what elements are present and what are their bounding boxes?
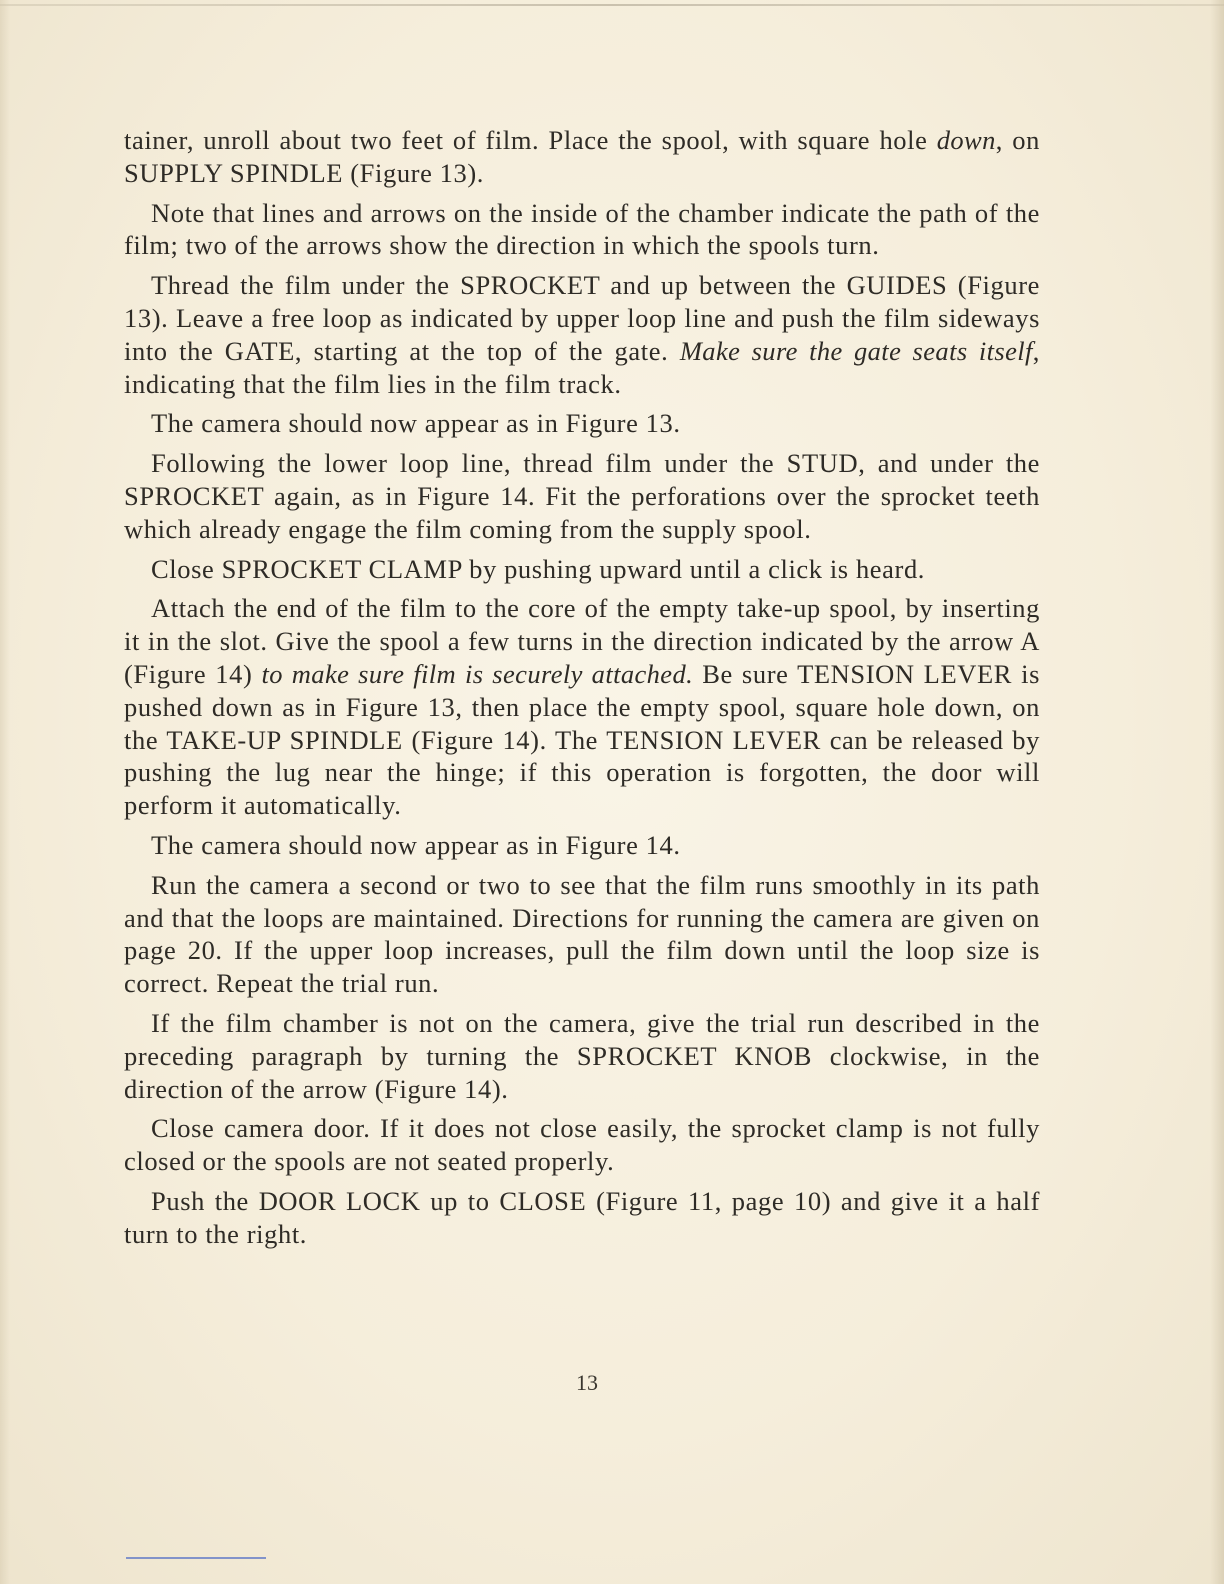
paragraph-text: , on SUPPLY SPINDLE (Figure 13).: [124, 125, 1040, 188]
paragraph-text: Close SPROCKET CLAMP by pushing upward until a click is heard.: [151, 553, 926, 584]
paragraph-text: Close camera door. If it does not close easily, the sprocket clamp is not fully closed or the spools are not seated properly.: [124, 1113, 1040, 1177]
italic-text: down: [936, 125, 996, 155]
paragraph-text: The camera should now appear as in Figure 13.: [151, 408, 681, 439]
italic-text: to make sure film is securely attached.: [261, 658, 694, 689]
paragraph: [124, 1112, 1040, 1178]
paragraph: [124, 407, 1040, 440]
paragraph-text: tainer, unroll about two feet of film. Place the spool, with square hole: [124, 125, 937, 155]
body-text: [124, 124, 1040, 1258]
paragraph-text: Following the lower loop line, thread film under the STUD, and under the SPROCKET again, as in Figure 14. Fit the perforations over the sprocket teeth which already engage the film coming from the supply spool.: [124, 448, 1040, 544]
paragraph-text: , indicating that the film lies in the film track.: [124, 335, 1040, 399]
paragraph-text: The camera should now appear as in Figure 14.: [151, 829, 681, 860]
paragraph: [124, 269, 1040, 400]
paragraph: [124, 447, 1040, 545]
right-page-edge: [1210, 0, 1224, 1584]
italic-text: Make sure the gate seats itself: [679, 335, 1033, 366]
paragraph: [124, 592, 1040, 822]
paragraph-text: Push the DOOR LOCK up to CLOSE (Figure 11, page 10) and give it a half turn to the right.: [124, 1185, 1040, 1249]
left-page-edge: [0, 0, 10, 1584]
paragraph: [124, 553, 1040, 586]
paragraph: [124, 829, 1040, 862]
paragraph-text: Thread the film under the SPROCKET and up between the GUIDES (Figure 13). Leave a free loop as indicated by upper loop line and push the film sideways into the GATE, starting at the top of the gate.: [124, 270, 1040, 366]
page-number: 13: [576, 1370, 598, 1395]
paragraph: [124, 124, 1040, 190]
paragraph-text: Run the camera a second or two to see that the film runs smoothly in its path and that the loops are maintained. Directions for running the camera are given on page 20. If the upper loop increases, pull the film down until the loop size is correct. Repeat the trial run.: [124, 869, 1040, 999]
paragraph-text: If the film chamber is not on the camera, give the trial run described in the preceding paragraph by turning the SPROCKET KNOB clockwise, in the direction of the arrow (Figure 14).: [124, 1007, 1040, 1104]
bottom-margin-mark: [126, 1557, 266, 1559]
paragraph-text: Note that lines and arrows on the inside of the chamber indicate the path of the film; two of the arrows show the direction in which the spools turn.: [124, 197, 1040, 261]
top-edge-rule: [0, 4, 1224, 6]
paragraph-text: Attach the end of the film to the core of the empty take-up spool, by inserting it in the slot. Give the spool a few turns in the direction indicated by the arrow A (Figure 14): [124, 593, 1040, 689]
paragraph-text: Be sure TENSION LEVER is pushed down as in Figure 13, then place the empty spool, square hole down, on the TAKE-UP SPINDLE (Figure 14). The TENSION LEVER can be released by pushing the lug near the hinge; if this operation is forgotten, the door will perform it automatically.: [124, 658, 1041, 821]
paragraph: [124, 869, 1040, 1000]
paragraph: [124, 1185, 1040, 1251]
paragraph: [124, 1007, 1040, 1105]
paragraph: [124, 197, 1040, 263]
